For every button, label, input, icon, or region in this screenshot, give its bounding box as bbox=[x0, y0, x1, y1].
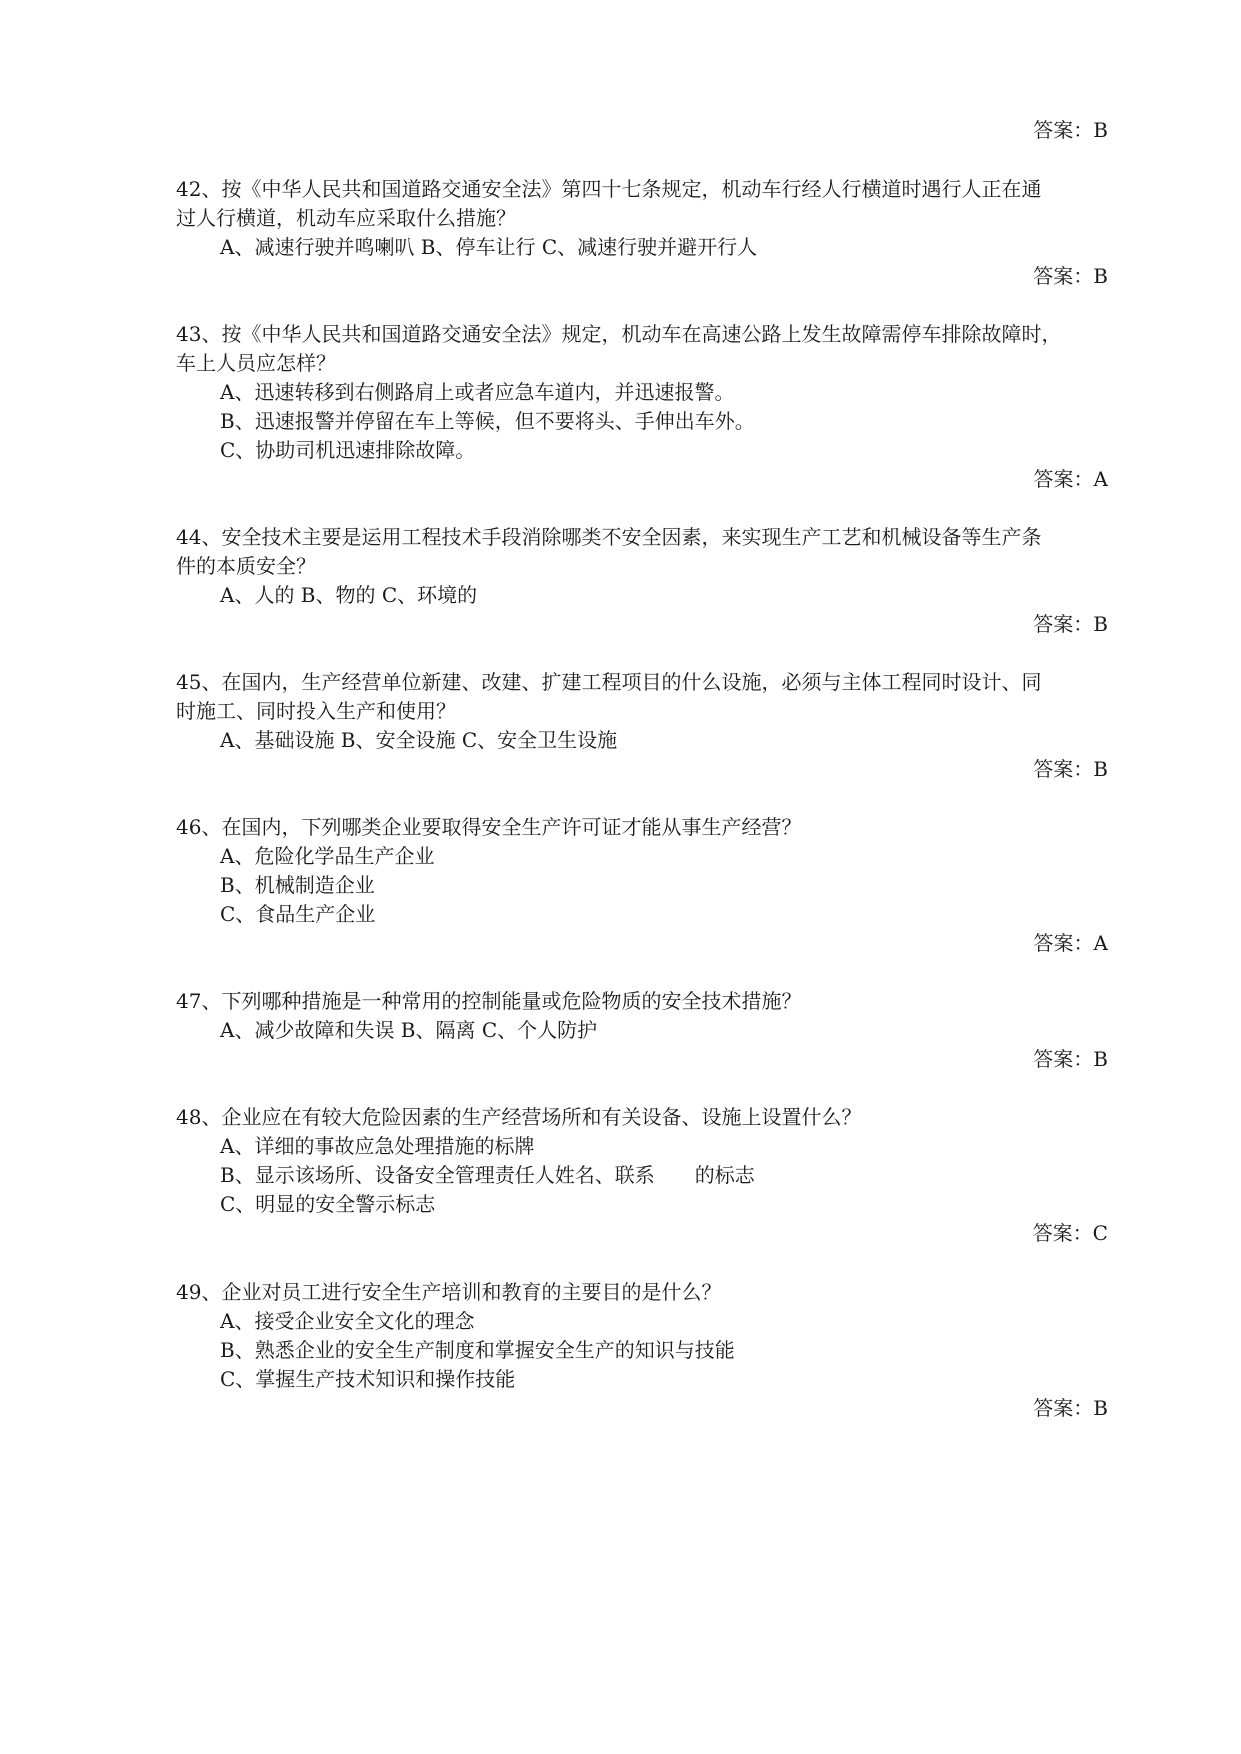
question-46-option-b: B、机械制造企业 bbox=[220, 873, 375, 897]
question-49-option-a: A、接受企业安全文化的理念 bbox=[220, 1309, 475, 1333]
question-42-text-line1: 42、按《中华人民共和国道路交通安全法》第四十七条规定，机动车行经人行横道时遇行人正在通 bbox=[176, 177, 1042, 201]
question-48-option-c: C、明显的安全警示标志 bbox=[220, 1192, 436, 1216]
question-49-option-b: B、熟悉企业的安全生产制度和掌握安全生产的知识与技能 bbox=[220, 1338, 735, 1362]
question-45-text-line1: 45、在国内，生产经营单位新建、改建、扩建工程项目的什么设施，必须与主体工程同时设计、同 bbox=[176, 670, 1042, 694]
question-45-text-line2: 时施工、同时投入生产和使用？ bbox=[176, 699, 456, 723]
question-45-options: A、基础设施 B、安全设施 C、安全卫生设施 bbox=[220, 728, 618, 752]
question-43-option-c: C、协助司机迅速排除故障。 bbox=[220, 438, 476, 462]
question-46-option-c: C、食品生产企业 bbox=[220, 902, 376, 926]
question-44-text-line2: 件的本质安全？ bbox=[176, 554, 316, 578]
question-47-text-line1: 47、下列哪种措施是一种常用的控制能量或危险物质的安全技术措施？ bbox=[176, 989, 802, 1013]
question-43-text-line2: 车上人员应怎样？ bbox=[176, 351, 336, 375]
question-49-option-c: C、掌握生产技术知识和操作技能 bbox=[220, 1367, 516, 1391]
answer-45: 答案：B bbox=[1033, 757, 1108, 781]
question-43-option-a: A、迅速转移到右侧路肩上或者应急车道内，并迅速报警。 bbox=[220, 380, 735, 404]
question-48-option-a: A、详细的事故应急处理措施的标牌 bbox=[220, 1134, 535, 1158]
answer-49: 答案：B bbox=[1033, 1396, 1108, 1420]
question-42-text-line2: 过人行横道，机动车应采取什么措施？ bbox=[176, 206, 516, 230]
question-49-text-line1: 49、企业对员工进行安全生产培训和教育的主要目的是什么？ bbox=[176, 1280, 722, 1304]
question-48-option-b: B、显示该场所、设备安全管理责任人姓名、联系 的标志 bbox=[220, 1163, 755, 1187]
answer-44: 答案：B bbox=[1033, 612, 1108, 636]
question-42-options: A、减速行驶并鸣喇叭 B、停车让行 C、减速行驶并避开行人 bbox=[220, 235, 758, 259]
question-47-options: A、减少故障和失误 B、隔离 C、个人防护 bbox=[220, 1018, 598, 1042]
answer-42: 答案：B bbox=[1033, 264, 1108, 288]
question-44-options: A、人的 B、物的 C、环境的 bbox=[220, 583, 478, 607]
question-43-text-line1: 43、按《中华人民共和国道路交通安全法》规定，机动车在高速公路上发生故障需停车排除故障时， bbox=[176, 322, 1062, 346]
question-48-text-line1: 48、企业应在有较大危险因素的生产经营场所和有关设备、设施上设置什么？ bbox=[176, 1105, 862, 1129]
answer-43: 答案：A bbox=[1033, 467, 1108, 491]
answer-46: 答案：A bbox=[1033, 931, 1108, 955]
question-43-option-b: B、迅速报警并停留在车上等候，但不要将头、手伸出车外。 bbox=[220, 409, 755, 433]
answer-47: 答案：B bbox=[1033, 1047, 1108, 1071]
question-44-text-line1: 44、安全技术主要是运用工程技术手段消除哪类不安全因素，来实现生产工艺和机械设备等生产条 bbox=[176, 525, 1042, 549]
question-46-text-line1: 46、在国内，下列哪类企业要取得安全生产许可证才能从事生产经营？ bbox=[176, 815, 802, 839]
answer-41: 答案：B bbox=[1033, 118, 1108, 142]
answer-48: 答案：C bbox=[1032, 1221, 1108, 1245]
question-46-option-a: A、危险化学品生产企业 bbox=[220, 844, 435, 868]
